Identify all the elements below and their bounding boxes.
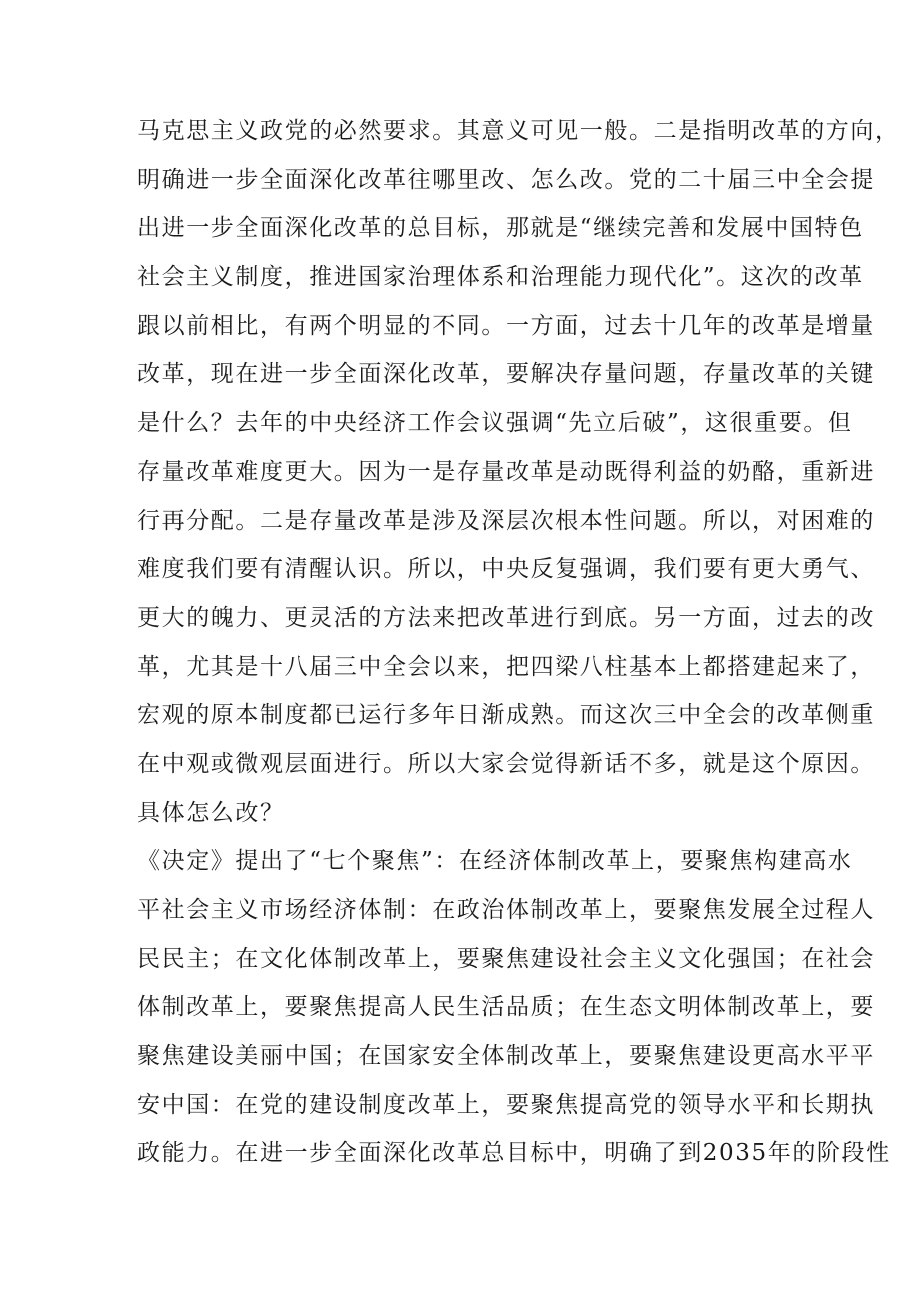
text-line: 安中国：在党的建设制度改革上，要聚焦提高党的领导水平和长期执 — [137, 1091, 875, 1118]
text-line: 在中观或微观层面进行。所以大家会觉得新话不多，就是这个原因。 — [137, 750, 875, 777]
text-line: 跟以前相比，有两个明显的不同。一方面，过去十几年的改革是增量 — [137, 312, 875, 339]
text-line: 体制改革上，要聚焦提高人民生活品质；在生态文明体制改革上，要 — [137, 994, 875, 1021]
text-line: 平社会主义市场经济体制：在政治体制改革上，要聚焦发展全过程人 — [137, 897, 875, 923]
body-text — [137, 107, 900, 1178]
text-line: 马克思主义政党的必然要求。其意义可见一般。二是指明改革的方向， — [137, 118, 900, 144]
text-line: 改革，现在进一步全面深化改革，要解决存量问题，存量改革的关键 — [137, 361, 875, 388]
text-line: 革，尤其是十八届三中全会以来，把四梁八柱基本上都搭建起来了， — [137, 653, 875, 680]
text-line: 宏观的原本制度都已运行多年日渐成熟。而这次三中全会的改革侧重 — [137, 702, 875, 729]
text-line: 更大的魄力、更灵活的方法来把改革进行到底。另一方面，过去的改 — [137, 604, 875, 631]
text-line: 出进一步全面深化改革的总目标，那就是“继续完善和发展中国特色 — [137, 215, 864, 242]
text-line: 难度我们要有清醒认识。所以，中央反复强调，我们要有更大勇气、 — [137, 556, 875, 583]
text-line: 具体怎么改？ — [137, 799, 285, 826]
text-line: 存量改革难度更大。因为一是存量改革是动既得利益的奶酪，重新进 — [137, 458, 875, 485]
text-line: 明确进一步全面深化改革往哪里改、怎么改。党的二十届三中全会提 — [137, 166, 875, 193]
text-line: 社会主义制度，推进国家治理体系和治理能力现代化”。这次的改革 — [137, 264, 864, 291]
text-line: 是什么？去年的中央经济工作会议强调“先立后破”，这很重要。但 — [137, 410, 853, 437]
text-line: 行再分配。二是存量改革是涉及深层次根本性问题。所以，对困难的 — [137, 507, 875, 534]
text-line: 聚焦建设美丽中国；在国家安全体制改革上，要聚焦建设更高水平平 — [137, 1043, 875, 1070]
text-line: 《决定》提出了“七个聚焦”：在经济体制改革上，要聚焦构建高水 — [137, 848, 853, 875]
text-line: 政能力。在进一步全面深化改革总目标中，明确了到2035年的阶段性 — [137, 1140, 891, 1167]
text-line: 民民主；在文化体制改革上，要聚焦建设社会主义文化强国；在社会 — [137, 945, 875, 972]
